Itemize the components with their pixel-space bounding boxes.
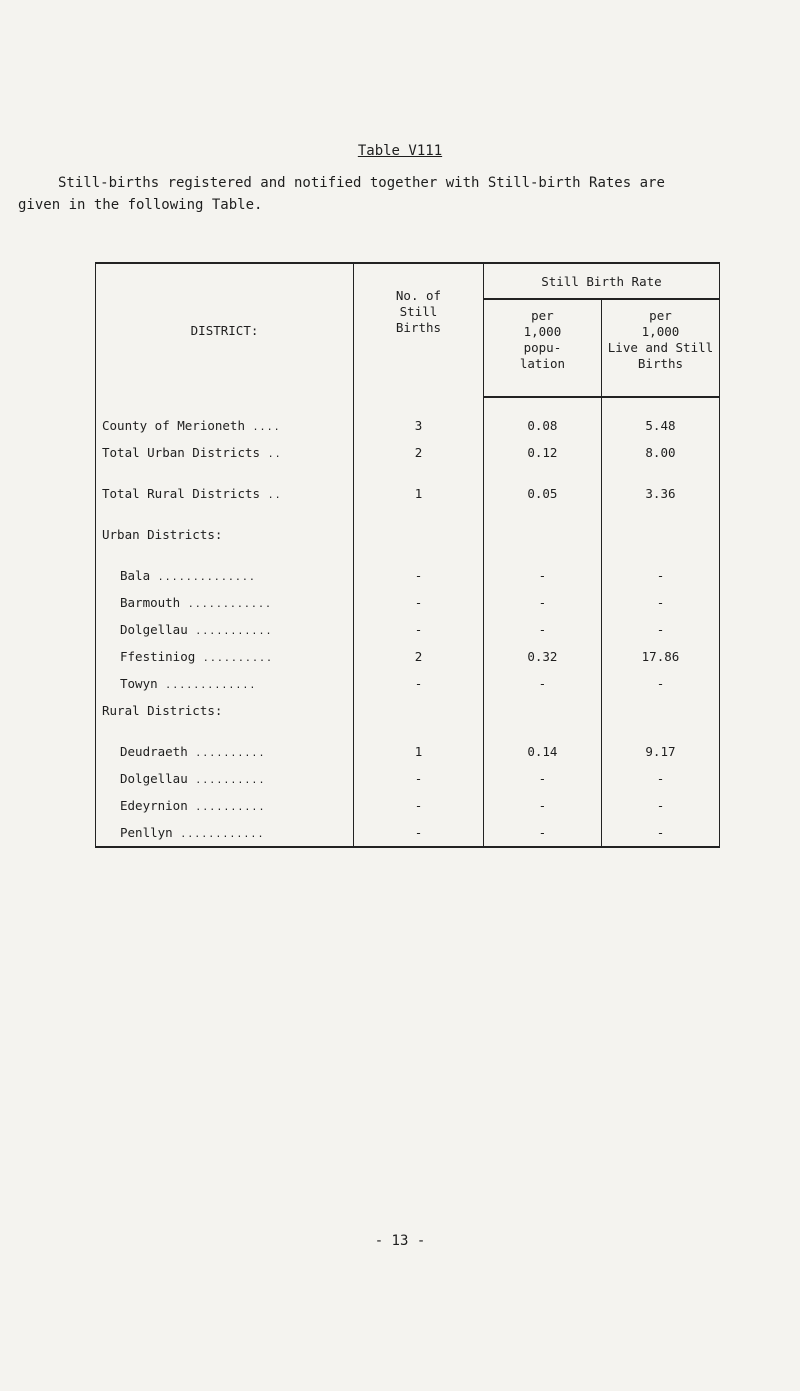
district-name: Dolgellau [120, 622, 188, 637]
header-district: DISTRICT: [96, 263, 354, 397]
rate-per-live-births: 3.36 [601, 480, 719, 507]
district-name: Towyn [120, 676, 158, 691]
leader-dots: .... [252, 422, 281, 433]
header-pop-line: popu- [523, 340, 562, 355]
table-row [96, 412, 720, 439]
header-pop-line: lation [519, 356, 565, 371]
rate-per-population: 0.12 [483, 439, 601, 466]
table-row [96, 738, 720, 765]
rate-per-live-births: 5.48 [601, 412, 719, 439]
leader-dots: .......... [202, 653, 274, 664]
district-name: County of Merioneth [102, 418, 245, 433]
table-row [96, 792, 720, 819]
header-live-line: Births [637, 356, 684, 371]
still-births-table [95, 262, 720, 848]
still-births-count: - [354, 670, 484, 697]
table-row [96, 670, 720, 697]
table-row [96, 765, 720, 792]
rate-per-live-births: 17.86 [601, 643, 719, 670]
leader-dots: .. [267, 449, 282, 460]
still-births-count: - [354, 616, 484, 643]
rate-per-live-births: 9.17 [601, 738, 719, 765]
intro-line-1: Still-births registered and notified together with Still-birth Rates are [58, 175, 665, 191]
header-births-line: Births [395, 320, 442, 335]
rate-per-population: 0.05 [483, 480, 601, 507]
table-row [96, 562, 720, 589]
rate-per-population: 0.08 [483, 412, 601, 439]
leader-dots: .......... [195, 748, 266, 759]
header-per-1000-live-and-still-births [601, 299, 719, 397]
rate-per-population: 0.32 [483, 643, 601, 670]
header-live-line: Live and Still [607, 340, 714, 355]
still-births-count: - [354, 792, 484, 819]
still-births-count: - [354, 562, 484, 589]
district-name: Total Urban Districts [102, 445, 261, 460]
rate-per-population: - [483, 589, 601, 616]
district-name: Ffestiniog [120, 649, 196, 664]
rate-per-population: - [483, 819, 601, 847]
header-no-of-still-births [354, 263, 484, 397]
district-name: Deudraeth [120, 744, 188, 759]
table-row [96, 819, 720, 847]
table-row [96, 521, 720, 548]
still-births-count: - [354, 765, 484, 792]
header-live-line: 1,000 [641, 324, 680, 339]
header-births-line: Still [399, 304, 438, 319]
header-live-line: per [649, 308, 672, 323]
rate-per-population: - [483, 616, 601, 643]
intro-line-2: given in the following Table. [18, 197, 263, 213]
rate-per-live-births: - [601, 562, 719, 589]
rural-districts-heading: Rural Districts: [96, 697, 354, 724]
leader-dots: .......... [195, 802, 266, 813]
leader-dots: ............ [180, 829, 265, 840]
rate-per-live-births: - [601, 589, 719, 616]
still-births-count: - [354, 589, 484, 616]
rate-per-population: - [483, 562, 601, 589]
still-births-count: 2 [354, 439, 484, 466]
district-name: Penllyn [120, 825, 173, 840]
page-number: - 13 - [374, 1233, 426, 1249]
rate-per-live-births: - [601, 819, 719, 847]
urban-districts-heading: Urban Districts: [96, 521, 354, 548]
district-name: Edeyrnion [120, 798, 188, 813]
page-title: Table V111 [357, 143, 443, 159]
district-name: Dolgellau [120, 771, 188, 786]
header-births-line: No. of [395, 288, 442, 303]
header-pop-line: per [531, 308, 554, 323]
rate-per-population: - [483, 792, 601, 819]
district-name: Bala [120, 568, 151, 583]
rate-per-population: - [483, 670, 601, 697]
district-name: Barmouth [120, 595, 181, 610]
leader-dots: ........... [195, 626, 273, 637]
rate-per-population: - [483, 765, 601, 792]
header-still-birth-rate: Still Birth Rate [483, 263, 719, 299]
intro-paragraph [18, 172, 788, 216]
table-row [96, 616, 720, 643]
leader-dots: .......... [195, 775, 266, 786]
rate-per-live-births: - [601, 792, 719, 819]
header-per-1000-population [483, 299, 601, 397]
leader-dots: ............. [165, 680, 257, 691]
still-births-count: - [354, 819, 484, 847]
leader-dots: .............. [157, 572, 256, 583]
table-row [96, 589, 720, 616]
table-row [96, 480, 720, 507]
rate-per-live-births: - [601, 670, 719, 697]
still-births-count: 3 [354, 412, 484, 439]
district-name: Total Rural Districts [102, 486, 261, 501]
rate-per-population: 0.14 [483, 738, 601, 765]
table-row [96, 439, 720, 466]
leader-dots: ............ [187, 599, 272, 610]
still-births-count: 1 [354, 738, 484, 765]
table-row [96, 697, 720, 724]
still-births-count: 1 [354, 480, 484, 507]
table-row [96, 643, 720, 670]
rate-per-live-births: - [601, 616, 719, 643]
rate-per-live-births: - [601, 765, 719, 792]
rate-per-live-births: 8.00 [601, 439, 719, 466]
leader-dots: .. [267, 490, 282, 501]
header-pop-line: 1,000 [523, 324, 562, 339]
still-births-count: 2 [354, 643, 484, 670]
